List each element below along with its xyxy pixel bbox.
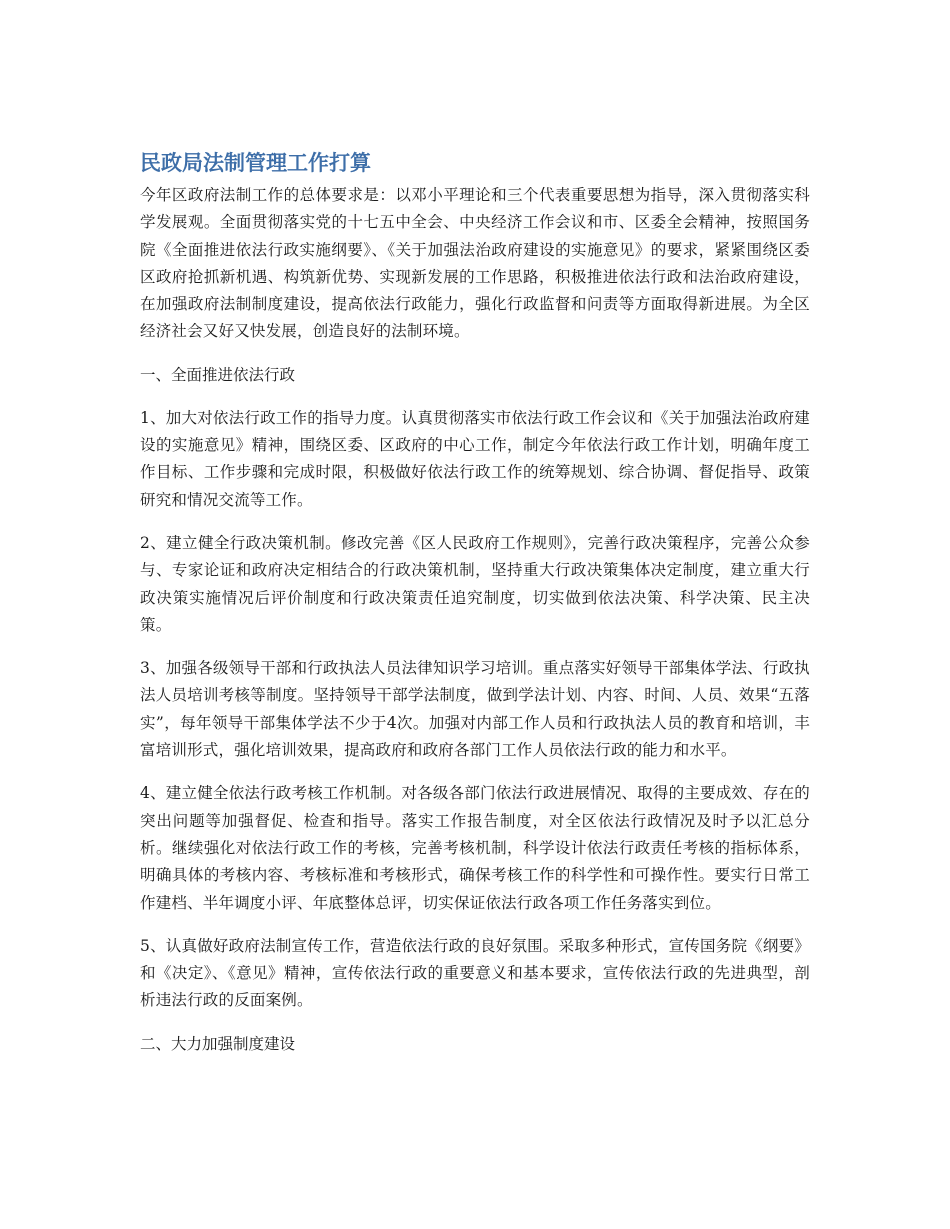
document-title: 民政局法制管理工作打算	[140, 151, 371, 175]
section-heading-1: 一、全面推进依法行政	[140, 365, 296, 384]
list-item: 5、认真做好政府法制宣传工作，营造依法行政的良好氛围。采取多种形式，宣传国务院《纲要》和《决定》、《意见》精神，宣传依法行政的重要意义和基本要求，宣传依法行政的先进典型，剖析违法行政的反面案例。	[140, 936, 810, 1010]
section-heading-2: 二、大力加强制度建设	[140, 1034, 296, 1053]
list-item: 4、建立健全依法行政考核工作机制。对各级各部门依法行政进展情况、取得的主要成效、存在的突出问题等加强督促、检查和指导。落实工作报告制度，对全区依法行政情况及时予以汇总分析。继续强化对依法行政工作的考核，完善考核机制，科学设计依法行政责任考核的指标体系，明确具体的考核内容、考核标准和考核形式，确保考核工作的科学性和可操作性。要实行日常工作建档、半年调度小评、年底整体总评，切实保证依法行政各项工作任务落实到位。	[140, 784, 810, 912]
list-item: 2、建立健全行政决策机制。修改完善《区人民政府工作规则》，完善行政决策程序，完善公众参与、专家论证和政府决定相结合的行政决策机制，坚持重大行政决策集体决定制度，建立重大行政决策实施情况后评价制度和行政决策责任追究制度，切实做到依法决策、科学决策、民主决策。	[140, 533, 810, 634]
list-item: 1、加大对依法行政工作的指导力度。认真贯彻落实市依法行政工作会议和《关于加强法治政府建设的实施意见》精神，围绕区委、区政府的中心工作，制定今年依法行政工作计划，明确年度工作目标、工作步骤和完成时限，积极做好依法行政工作的统筹规划、综合协调、督促指导、政策研究和情况交流等工作。	[140, 408, 810, 509]
list-item: 3、加强各级领导干部和行政执法人员法律知识学习培训。重点落实好领导干部集体学法、行政执法人员培训考核等制度。坚持领导干部学法制度，做到学法计划、内容、时间、人员、效果“五落实”，每年领导干部集体学法不少于4次。加强对内部工作人员和行政执法人员的教育和培训，丰富培训形式，强化培训效果，提高政府和政府各部门工作人员依法行政的能力和水平。	[140, 659, 810, 760]
intro-paragraph: 今年区政府法制工作的总体要求是：以邓小平理论和三个代表重要思想为指导，深入贯彻落实科学发展观。全面贯彻落实党的十七五中全会、中央经济工作会议和市、区委全会精神，按照国务院《全面推进依法行政实施纲要》、《关于加强法治政府建设的实施意见》的要求，紧紧围绕区委区政府抢抓新机遇、构筑新优势、实现新发展的工作思路，积极推进依法行政和法治政府建设，在加强政府法制制度建设，提高依法行政能力，强化行政监督和问责等方面取得新进展。为全区经济社会又好又快发展，创造良好的法制环境。	[140, 186, 810, 341]
document-page	[140, 148, 810, 1074]
